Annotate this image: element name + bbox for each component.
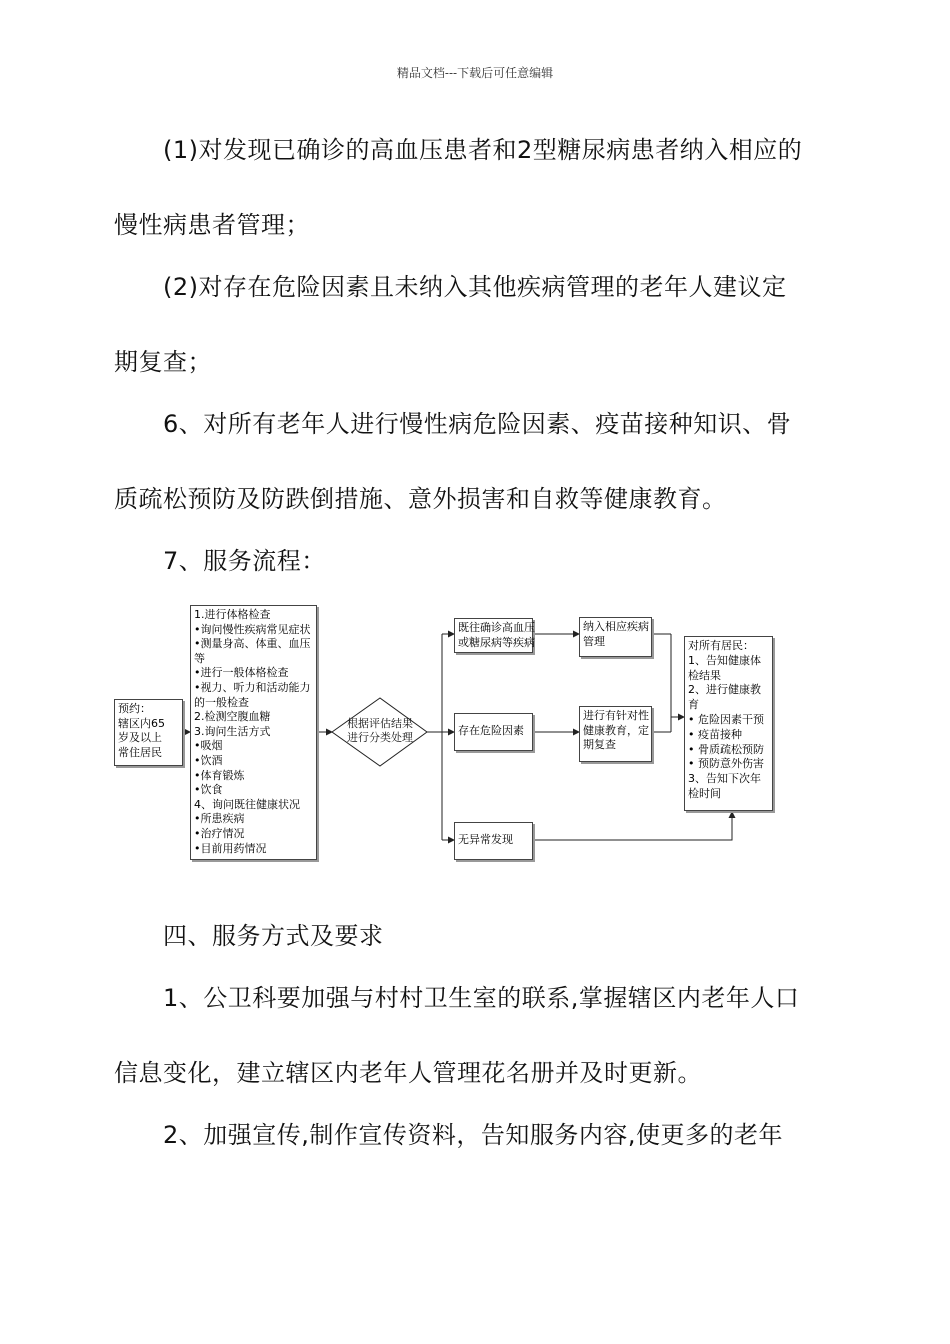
action-top-line: 纳入相应疾病 xyxy=(583,620,649,633)
section-title-service-flow: 7、服务流程： xyxy=(163,547,326,575)
exam-box xyxy=(190,605,317,860)
exam-line: •吸烟 xyxy=(194,739,223,753)
exam-line: •体育锻炼 xyxy=(194,768,245,782)
final-line: 2、进行健康教 xyxy=(688,683,761,697)
final-line: 育 xyxy=(688,698,699,712)
paragraph-6-line-1: 1、公卫科要加强与村村卫生室的联系,掌握辖区内老年人口 xyxy=(163,984,800,1012)
exam-line: •饮酒 xyxy=(194,753,223,767)
exam-line: •询问慢性疾病常见症状 xyxy=(194,622,311,636)
exam-line: 的一般检查 xyxy=(194,695,249,709)
decision-label xyxy=(336,717,424,745)
branch-top-line: 或糖尿病等疾病 xyxy=(458,635,535,649)
exam-line: •目前用药情况 xyxy=(194,841,267,855)
exam-line: •测量身高、体重、血压 xyxy=(194,637,311,651)
paragraph-7-line-1: 2、加强宣传,制作宣传资料，告知服务内容,使更多的老年 xyxy=(163,1121,784,1149)
action-mid-line: 期复查 xyxy=(583,738,616,751)
exam-line: 1.进行体格检查 xyxy=(194,608,271,621)
exam-line: 2.检测空腹血糖 xyxy=(194,710,271,724)
decision-line: 根据评估结果 xyxy=(347,717,413,730)
branch-mid-box xyxy=(454,713,533,751)
action-top-box xyxy=(579,617,652,657)
exam-line: 等 xyxy=(194,651,205,665)
paragraph-3-line-1: 6、对所有老年人进行慢性病危险因素、疫苗接种知识、骨 xyxy=(163,410,792,438)
start-line: 常住居民 xyxy=(118,745,162,759)
section-title-service-methods: 四、服务方式及要求 xyxy=(163,922,384,950)
final-box xyxy=(684,636,773,811)
exam-line: •视力、听力和活动能力 xyxy=(194,680,311,694)
exam-line: •饮食 xyxy=(194,783,223,797)
exam-line: 4、询问既往健康状况 xyxy=(194,797,300,811)
final-line: • 危险因素干预 xyxy=(688,712,764,726)
paragraph-2-line-2: 期复查； xyxy=(114,348,212,376)
exam-line: •进行一般体格检查 xyxy=(194,666,289,680)
start-line: 辖区内65 xyxy=(118,716,165,730)
action-mid-line: 进行有针对性 xyxy=(583,709,649,722)
branch-mid-line: 存在危险因素 xyxy=(458,724,524,737)
start-line: 预约： xyxy=(118,702,151,715)
action-top-line: 管理 xyxy=(583,634,605,648)
final-line: 检结果 xyxy=(688,668,721,682)
final-line: 1、告知健康体 xyxy=(688,653,761,667)
final-line: 检时间 xyxy=(688,786,721,800)
start-line: 岁及以上 xyxy=(118,731,162,744)
branch-top-box xyxy=(454,618,533,653)
exam-line: •治疗情况 xyxy=(194,826,245,840)
paragraph-1-line-1: (1)对发现已确诊的高血压患者和2型糖尿病患者纳入相应的 xyxy=(163,136,803,164)
page-header: 精品文档---下载后可任意编辑 xyxy=(396,66,554,80)
arrow-bot-to-final xyxy=(533,812,732,840)
final-line: 3、告知下次年 xyxy=(688,772,761,786)
action-mid-line: 健康教育，定 xyxy=(583,723,649,737)
action-mid-box xyxy=(579,706,652,762)
service-flowchart xyxy=(114,600,784,870)
branch-bot-box xyxy=(454,822,533,860)
final-line: • 疫苗接种 xyxy=(688,727,742,741)
paragraph-1-line-2: 慢性病患者管理； xyxy=(114,211,310,239)
branch-top-line: 既往确诊高血压 xyxy=(458,621,535,634)
final-line: • 预防意外伤害 xyxy=(688,757,764,771)
start-box xyxy=(114,699,183,766)
decision-line: 进行分类处理 xyxy=(347,731,413,744)
final-line: 对所有居民： xyxy=(688,639,754,652)
paragraph-3-line-2: 质疏松预防及防跌倒措施、意外损害和自救等健康教育。 xyxy=(114,485,727,513)
paragraph-6-line-2: 信息变化，建立辖区内老年人管理花名册并及时更新。 xyxy=(114,1059,702,1087)
final-line: • 骨质疏松预防 xyxy=(688,742,764,756)
branch-bot-line: 无异常发现 xyxy=(458,833,513,846)
paragraph-2-line-1: (2)对存在危险因素且未纳入其他疾病管理的老年人建议定 xyxy=(163,273,787,301)
exam-line: •所患疾病 xyxy=(194,812,245,826)
exam-line: 3.询问生活方式 xyxy=(194,724,271,738)
